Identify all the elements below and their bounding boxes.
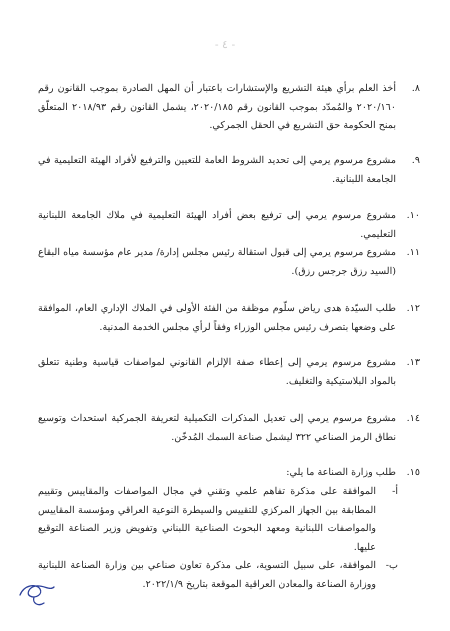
subitem-b-text: الموافقة، على سبيل التسوية، على مذكرة تعاون صناعي بين وزارة الصناعة اللبنانية ووزارة الصناعة والمعادن العراقية الموقعة بتاريخ ٢٠٢٢/١/٩. [38,560,376,590]
page-number: - ٤ - [214,38,236,51]
item-number-9: ٩. [411,155,420,166]
item-14-text: مشروع مرسوم يرمي إلى تعديل المذكرات التكميلية لتعريفة الجمركية استحداث وتوسيع نطاق الرمز الصناعي ٣٢٢ ليشمل صناعة السمك المُدخّن. [38,413,396,443]
subitem-mark-b: ب- [385,560,398,571]
item-number-12: ١٢. [406,303,420,314]
item-12-text: طلب السيّدة هدى رياض سلّوم موظفة من الفئة الأولى في الملاك الإداري العام، الموافقة على وضعها بتصرف رئيس مجلس الوزراء وفقاً لرأي مجلس الخدمة المدنية. [38,303,396,333]
item-number-10: ١٠. [406,210,420,221]
item-number-14: ١٤. [406,413,420,424]
item-11-text: مشروع مرسوم يرمي إلى قبول استقالة رئيس مجلس إدارة/ مدير عام مؤسسة مياه البقاع (السيد رزق جرجس رزق). [38,247,396,277]
signature-mark [14,573,60,611]
item-15-text: طلب وزارة الصناعة ما يلي: [286,467,396,478]
item-13-text: مشروع مرسوم يرمي إلى إعطاء صفة الإلزام القانوني لمواصفات قياسية وطنية تتعلق بالمواد البلاستيكية والتغليف. [38,357,396,387]
item-9-text: مشروع مرسوم يرمي إلى تحديد الشروط العامة للتعيين والترفيع لأفراد الهيئة التعليمية في الجامعة اللبنانية. [38,155,396,185]
item-10-text: مشروع مرسوم يرمي إلى ترفيع بعض أفراد الهيئة التعليمية في ملاك الجامعة اللبنانية التعليمي. [38,210,396,240]
item-number-13: ١٣. [406,357,420,368]
item-8-text: أخذ العلم برأي هيئة التشريع والإستشارات باعتبار أن المهل الصادرة بموجب القانون رقم ٢٠٢٠/١٦٠ والمُمدّد بموجب القانون رقم ٢٠٢٠/١٨٥، يشمل القانون رقم ٢٠١٨/٩٣ المتعلّق بمنح الحكومة حق التشريع في الحقل الجمركي. [38,83,396,131]
subitem-mark-a: أ- [392,486,398,497]
item-number-11: ١١. [406,247,420,258]
item-number-8: ٨. [411,83,420,94]
subitem-a-text: الموافقة على مذكرة تفاهم علمي وتقني في مجال المواصفات والمقاييس وتقييم المطابقة بين الجهاز المركزي للتقييس والسيطرة النوعية العراقي ومؤسسة المقاييس والمواصفات اللبنانية ومعهد البحوث الصناعية اللبناني وتفويض وزير الصناعة التوقيع عليها. [38,486,376,553]
item-number-15: ١٥. [406,467,420,478]
